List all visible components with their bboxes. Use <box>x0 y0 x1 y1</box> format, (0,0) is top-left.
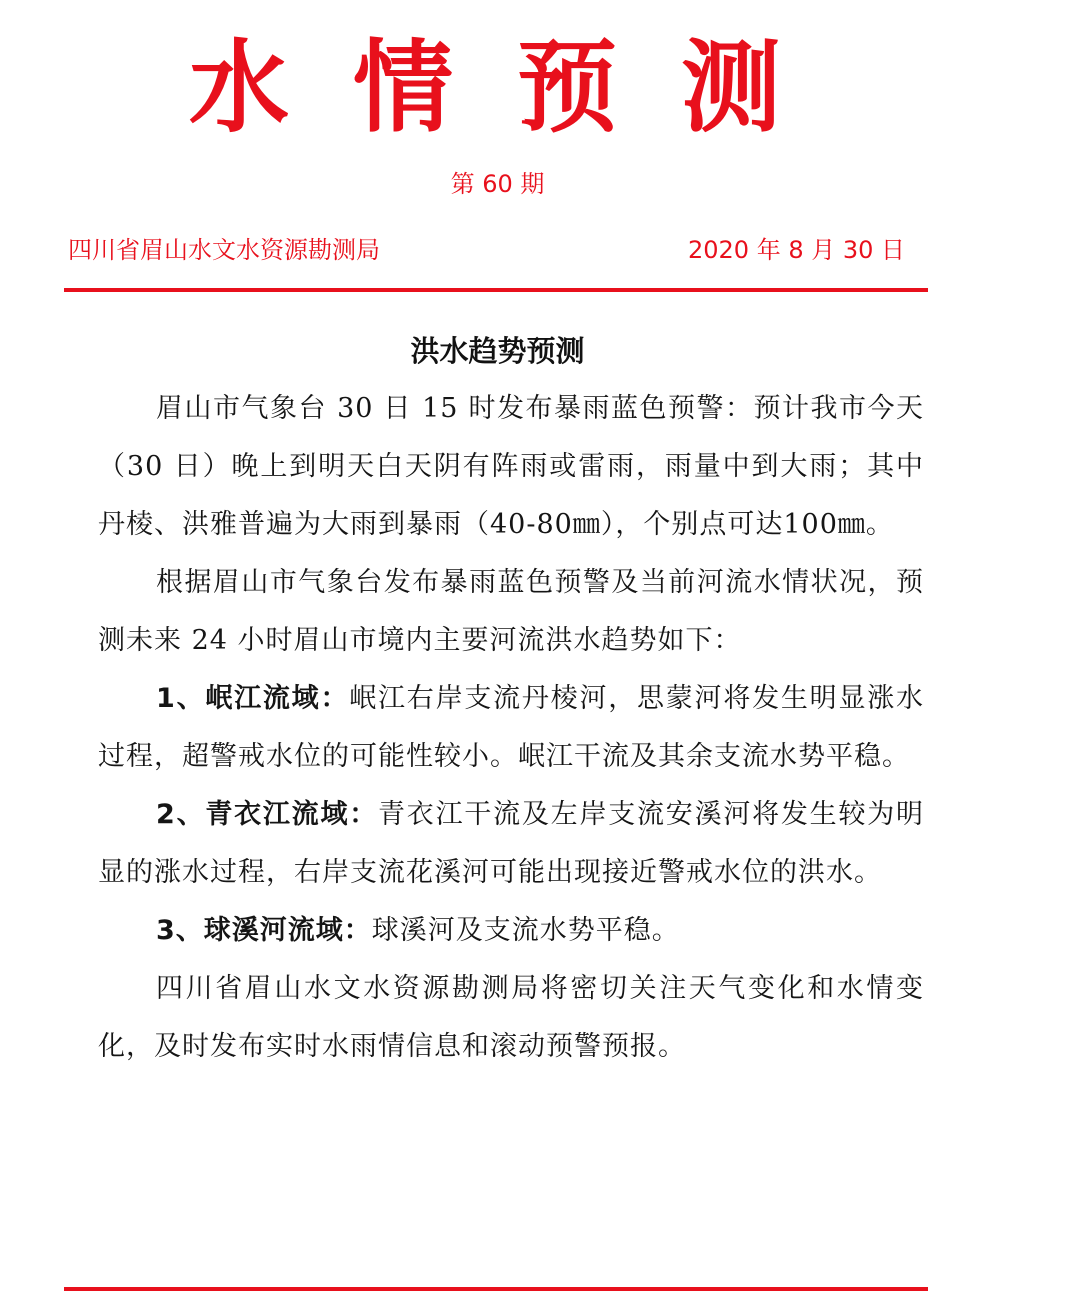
document-body <box>98 380 924 1076</box>
document-title: 洪水趋势预测 <box>410 334 585 368</box>
paragraph-qingyijiang-basin <box>98 786 924 902</box>
paragraph-text: 根据眉山市气象台发布暴雨蓝色预警及当前河流水情状况，预测未来 24 小时眉山市境内主要河流洪水趋势如下： <box>98 567 924 656</box>
footer-divider <box>64 1287 928 1291</box>
paragraph-text: 眉山市气象台 30 日 15 时发布暴雨蓝色预警：预计我市今天（30 日）晚上到明天白天阴有阵雨或雷雨，雨量中到大雨；其中丹棱、洪雅普遍为大雨到暴雨（40-80㎜），个别点可达100㎜。 <box>98 393 924 540</box>
issue-date: 2020 年 8 月 30 日 <box>688 236 906 264</box>
paragraph-text: 球溪河及支流水势平稳。 <box>371 915 680 946</box>
paragraph-lead: 1、岷江流域： <box>156 683 350 714</box>
issuing-agency: 四川省眉山水文水资源勘测局 <box>68 236 380 264</box>
paragraph-minjiang-basin <box>98 670 924 786</box>
header-divider <box>64 288 928 292</box>
paragraph-closing <box>98 960 924 1076</box>
issue-number: 第 60 期 <box>450 170 545 198</box>
paragraph-forecast-intro <box>98 554 924 670</box>
paragraph-weather-warning <box>98 380 924 554</box>
paragraph-text: 四川省眉山水文水资源勘测局将密切关注天气变化和水情变化，及时发布实时水雨情信息和滚动预警预报。 <box>98 973 924 1062</box>
paragraph-qiuxihe-basin <box>98 902 924 960</box>
masthead-title: 水情预测 <box>189 28 845 146</box>
paragraph-text: 青衣江干流及左岸支流安溪河将发生较为明显的涨水过程，右岸支流花溪河可能出现接近警戒水位的洪水。 <box>98 799 925 888</box>
paragraph-text: 岷江右岸支流丹棱河，思蒙河将发生明显涨水过程，超警戒水位的可能性较小。岷江干流及其余支流水势平稳。 <box>98 683 924 772</box>
paragraph-lead: 2、青衣江流域： <box>156 799 379 830</box>
paragraph-lead: 3、球溪河流域： <box>156 915 372 946</box>
